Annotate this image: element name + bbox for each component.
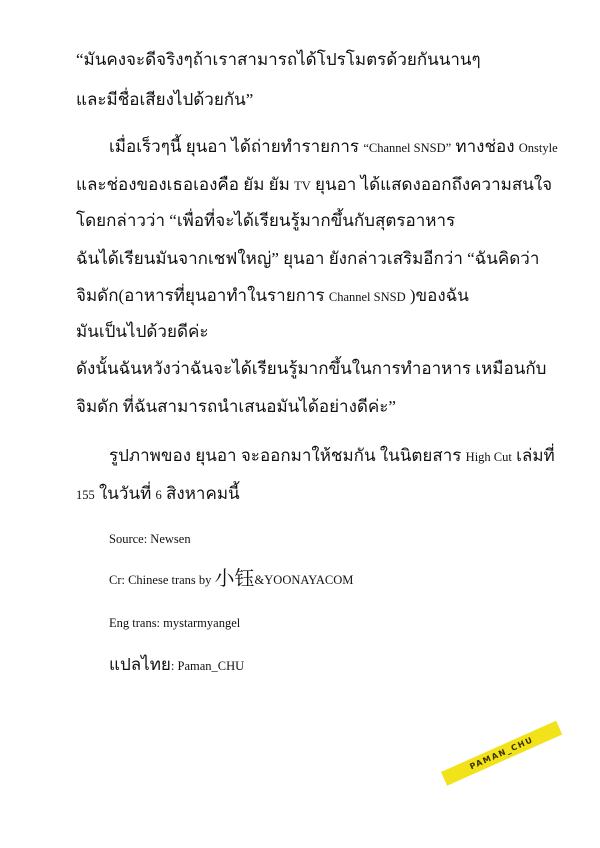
paragraph-3-line-2 <box>76 483 240 506</box>
show-name: “Channel SNSD” <box>363 141 452 155</box>
chinese-name: 小钰 <box>214 568 255 590</box>
text: ในวันที่ <box>94 484 156 503</box>
show-name: Channel SNSD <box>328 290 406 304</box>
paragraph-2-line-3 <box>76 210 455 232</box>
thai-label: แปลไทย <box>109 655 171 674</box>
eng-text: Eng trans: mystarmyangel <box>109 616 241 630</box>
magazine-name: High Cut <box>465 450 512 464</box>
paragraph-2-line-4 <box>76 248 539 270</box>
credit-thai-trans <box>109 656 244 675</box>
paragraph-2-line-1 <box>109 136 558 159</box>
watermark-stamp <box>441 721 562 786</box>
text: จิมดัก(อาหารที่ยุนอาทำในรายการ <box>76 286 329 305</box>
paragraph-1-line-1 <box>76 49 481 71</box>
text: ดังนั้นฉันหวังว่าฉันจะได้เรียนรู้มากขึ้นในการทำอาหาร เหมือนกับ <box>76 359 547 378</box>
text: รูปภาพของ ยุนอา จะออกมาให้ชมกัน ในนิตยสาร <box>109 446 466 465</box>
day-number: 6 <box>155 488 162 502</box>
text: และช่องของเธอเองคือ ยัม ยัม <box>76 175 295 194</box>
text: เล่มที่ <box>511 446 555 465</box>
text: และมีชื่อเสียงไปด้วยกัน” <box>76 90 254 109</box>
chinese-suffix: &YOONAYACOM <box>254 573 354 587</box>
paragraph-2-line-6 <box>76 321 208 343</box>
text: มันเป็นไปด้วยดีค่ะ <box>76 322 209 341</box>
credit-eng-trans <box>109 614 240 632</box>
text: เมื่อเร็วๆนี้ ยุนอา ได้ถ่ายทำรายการ <box>109 137 364 156</box>
paragraph-1-line-2 <box>76 89 253 111</box>
source-text: Source: Newsen <box>109 532 191 546</box>
channel-name: Onstyle <box>518 141 558 155</box>
text: จิมดัก ที่ฉันสามารถนำเสนอมันได้อย่างดีค่ะ” <box>76 397 396 416</box>
credit-chinese-trans <box>109 570 353 589</box>
chinese-prefix: Cr: Chinese trans by <box>109 573 215 587</box>
paragraph-2-line-7 <box>76 358 546 380</box>
text: ยุนอา ได้แสดงออกถึงความสนใจ <box>310 175 553 194</box>
text: ฉันได้เรียนมันจากเชฟใหญ่” ยุนอา ยังกล่าวเสริมอีกว่า “ฉันคิดว่า <box>76 249 540 268</box>
paragraph-3-line-1 <box>109 445 555 468</box>
tv-label: TV <box>294 179 311 193</box>
text: ทางช่อง <box>451 137 519 156</box>
credit-source <box>109 530 191 548</box>
paragraph-2-line-2 <box>76 174 552 197</box>
watermark-text: PAMAN_CHU <box>468 735 535 772</box>
issue-number: 155 <box>76 488 95 502</box>
paragraph-2-line-5 <box>76 285 469 308</box>
thai-name: : Paman_CHU <box>170 659 245 673</box>
text: )ของฉัน <box>405 286 469 305</box>
text: “มันคงจะดีจริงๆถ้าเราสามารถได้โปรโมตรด้วยกันนานๆ <box>76 50 481 69</box>
text: สิงหาคมนี้ <box>161 484 240 503</box>
paragraph-2-line-8 <box>76 396 396 418</box>
text: โดยกล่าวว่า “เพื่อที่จะได้เรียนรู้มากขึ้นกับสุตรอาหาร <box>76 211 456 230</box>
